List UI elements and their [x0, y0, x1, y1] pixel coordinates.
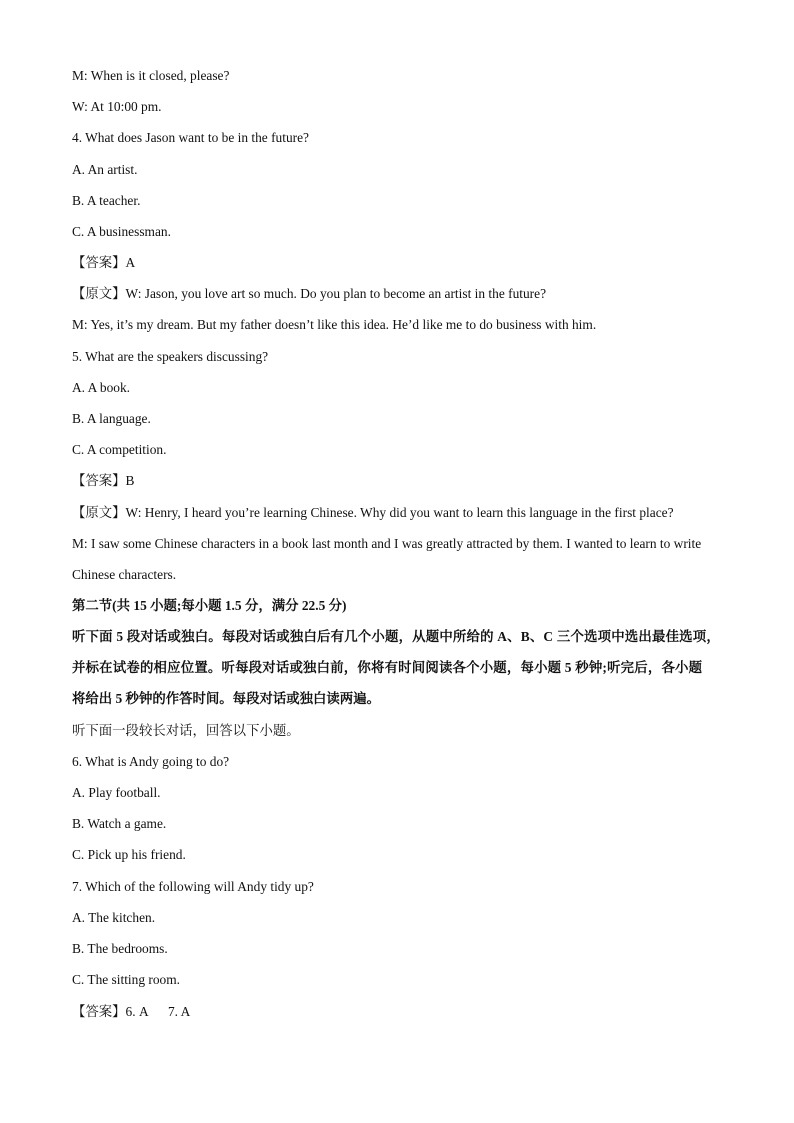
instruction-line: 将给出 5 秒钟的作答时间。每段对话或独白读两遍。 — [72, 691, 380, 706]
instruction-line: 听下面 5 段对话或独白。每段对话或独白后有几个小题，从题中所给的 A、B、C 三个选项中选出最佳选项， — [72, 629, 720, 644]
option-line: B. A language. — [72, 411, 151, 426]
answer-line: 【答案】6. A 7. A — [72, 1004, 191, 1019]
answer-line: 【答案】B — [72, 473, 135, 488]
question-7: 7. Which of the following will Andy tidy up? — [72, 879, 314, 894]
dialogue-line: M: When is it closed, please? — [72, 68, 230, 83]
transcript-line: 【原文】W: Jason, you love art so much. Do you plan to become an artist in the future? — [72, 286, 547, 301]
option-line: A. An artist. — [72, 162, 138, 177]
option-line: C. The sitting room. — [72, 972, 180, 987]
instruction-line: 并标在试卷的相应位置。听每段对话或独白前，你将有时间阅读各个小题，每小题 5 秒钟;听完后，各小题 — [72, 660, 703, 675]
option-line: A. A book. — [72, 380, 131, 395]
option-line: B. The bedrooms. — [72, 941, 168, 956]
dialogue-line: W: At 10:00 pm. — [72, 99, 162, 114]
sub-instruction: 听下面一段较长对话，回答以下小题。 — [72, 723, 300, 738]
question-4: 4. What does Jason want to be in the future? — [72, 130, 310, 145]
transcript-line: Chinese characters. — [72, 567, 177, 582]
answer-line: 【答案】A — [72, 255, 136, 270]
option-line: A. Play football. — [72, 785, 161, 800]
option-line: C. A businessman. — [72, 224, 171, 239]
option-line: C. A competition. — [72, 442, 167, 457]
question-5: 5. What are the speakers discussing? — [72, 349, 269, 364]
option-line: B. A teacher. — [72, 193, 141, 208]
transcript-line: M: I saw some Chinese characters in a book last month and I was greatly attracted by them. I wanted to learn to write — [72, 536, 702, 551]
option-line: A. The kitchen. — [72, 910, 156, 925]
transcript-line: 【原文】W: Henry, I heard you’re learning Chinese. Why did you want to learn this language in the first place? — [72, 505, 674, 520]
option-line: C. Pick up his friend. — [72, 847, 186, 862]
question-6: 6. What is Andy going to do? — [72, 754, 230, 769]
option-line: B. Watch a game. — [72, 816, 167, 831]
section-heading: 第二节(共 15 小题;每小题 1.5 分，满分 22.5 分) — [72, 598, 347, 613]
transcript-line: M: Yes, it’s my dream. But my father doesn’t like this idea. He’d like me to do business with him. — [72, 317, 597, 332]
